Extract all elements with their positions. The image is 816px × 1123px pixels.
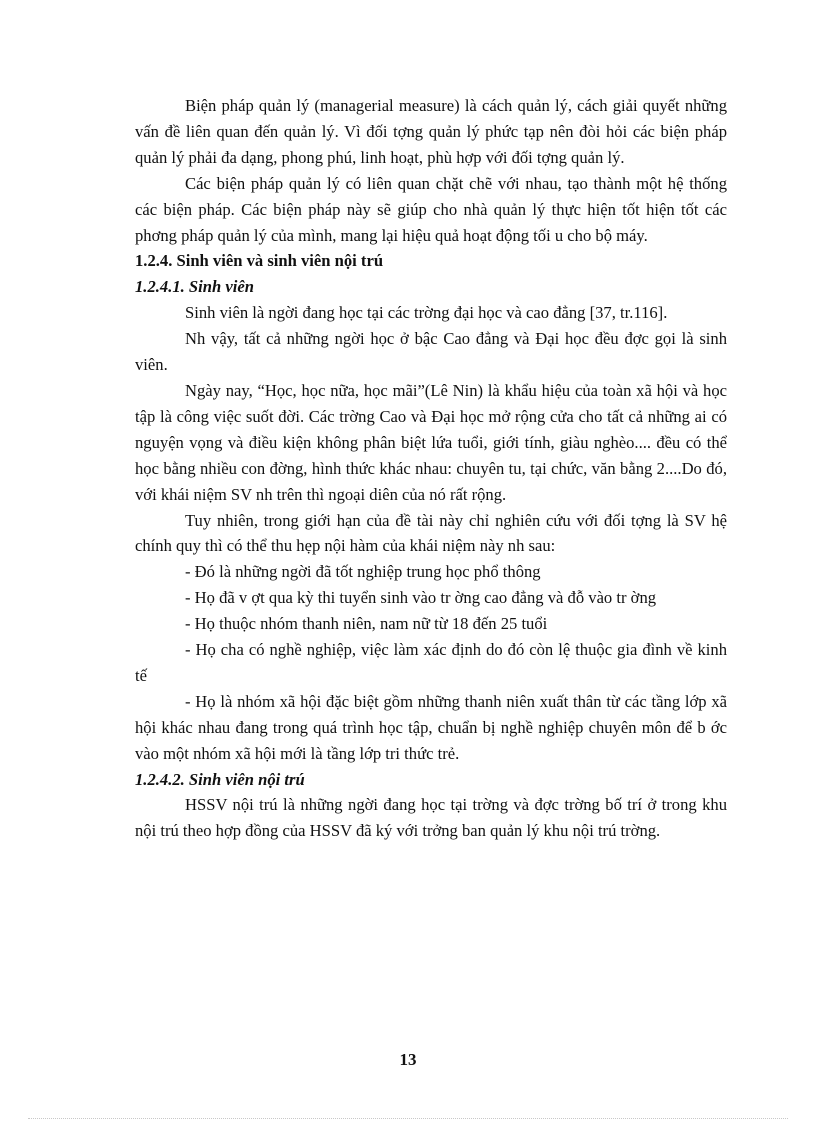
page-number: 13 xyxy=(399,1050,417,1069)
section-heading: 1.2.4. Sinh viên và sinh viên nội trú xyxy=(135,251,384,271)
paragraph-student-scope: Nh vậy, tất cả những ngời học ở bậc Cao đẳng và Đại học đều đợc gọi là sinh viên. xyxy=(135,329,727,375)
document-page xyxy=(135,93,727,844)
paragraph-lifelong-learning: Ngày nay, “Học, học nữa, học mãi”(Lê Nin) là khẩu hiệu của toàn xã hội và học tập là công việc suốt đời. Các trờng Cao và Đại học mở rộng cửa cho tất cả những ai có nguyện vọng và điều kiện không phân biệt lứa tuổi, giới tính, giàu nghèo.... đều có thể học bằng nhiều con đờng, hình thức khác nhau: chuyên tu, tại chức, văn bằng 2....Do đó, với khái niệm SV nh trên thì ngoại diên của nó rất rộng. xyxy=(135,380,727,504)
paragraph-student-definition: Sinh viên là ngời đang học tại các trờng đại học và cao đẳng [37, tr.116]. xyxy=(185,303,668,323)
subsection-heading-boarding-students: 1.2.4.2. Sinh viên nội trú xyxy=(135,769,305,789)
list-item: - Họ là nhóm xã hội đặc biệt gồm những thanh niên xuất thân từ các tầng lớp xã hội khác nhau đang trong quá trình học tập, chuẩn bị nghề nghiệp chuyên môn để b ớc vào một nhóm xã hội mới là tầng lớp tri thức trẻ. xyxy=(135,691,727,763)
list-item: - Đó là những ngời đã tốt nghiệp trung học phổ thông xyxy=(185,562,541,582)
paragraph-measure-system: Các biện pháp quản lý có liên quan chặt chẽ với nhau, tạo thành một hệ thống các biện pháp. Các biện pháp này sẽ giúp cho nhà quản lý thực hiện tốt hiện tốt các phơng pháp quản lý của mình, mang lại hiệu quả hoạt động tối u cho bộ máy. xyxy=(135,173,727,245)
subsection-heading-students: 1.2.4.1. Sinh viên xyxy=(135,277,254,297)
list-item: - Họ thuộc nhóm thanh niên, nam nữ từ 18 đến 25 tuổi xyxy=(185,614,548,634)
list-item: - Họ cha có nghề nghiệp, việc làm xác định do đó còn lệ thuộc gia đình về kinh tế xyxy=(135,640,727,685)
page-bottom-divider xyxy=(28,1118,788,1119)
paragraph-research-limit: Tuy nhiên, trong giới hạn của đề tài này chỉ nghiên cứu với đối tợng là SV hệ chính quy thì có thể thu hẹp nội hàm của khái niệm này nh sau: xyxy=(135,510,727,556)
paragraph-managerial-measure: Biện pháp quản lý (managerial measure) là cách quản lý, cách giải quyết những vấn đề liên quan đến quản lý. Vì đối tợng quản lý phức tạp nên đòi hỏi các biện pháp quản lý phải đa dạng, phong phú, linh hoạt, phù hợp với đối tợng quản lý. xyxy=(135,96,727,167)
list-item: - Họ đã v ợt qua kỳ thi tuyển sinh vào tr ờng cao đẳng và đỗ vào tr ờng xyxy=(185,588,657,608)
paragraph-boarding-definition: HSSV nội trú là những ngời đang học tại trờng và đợc trờng bố trí ở trong khu nội trú theo hợp đồng của HSSV đã ký với trởng ban quản lý khu nội trú trờng. xyxy=(135,795,727,841)
